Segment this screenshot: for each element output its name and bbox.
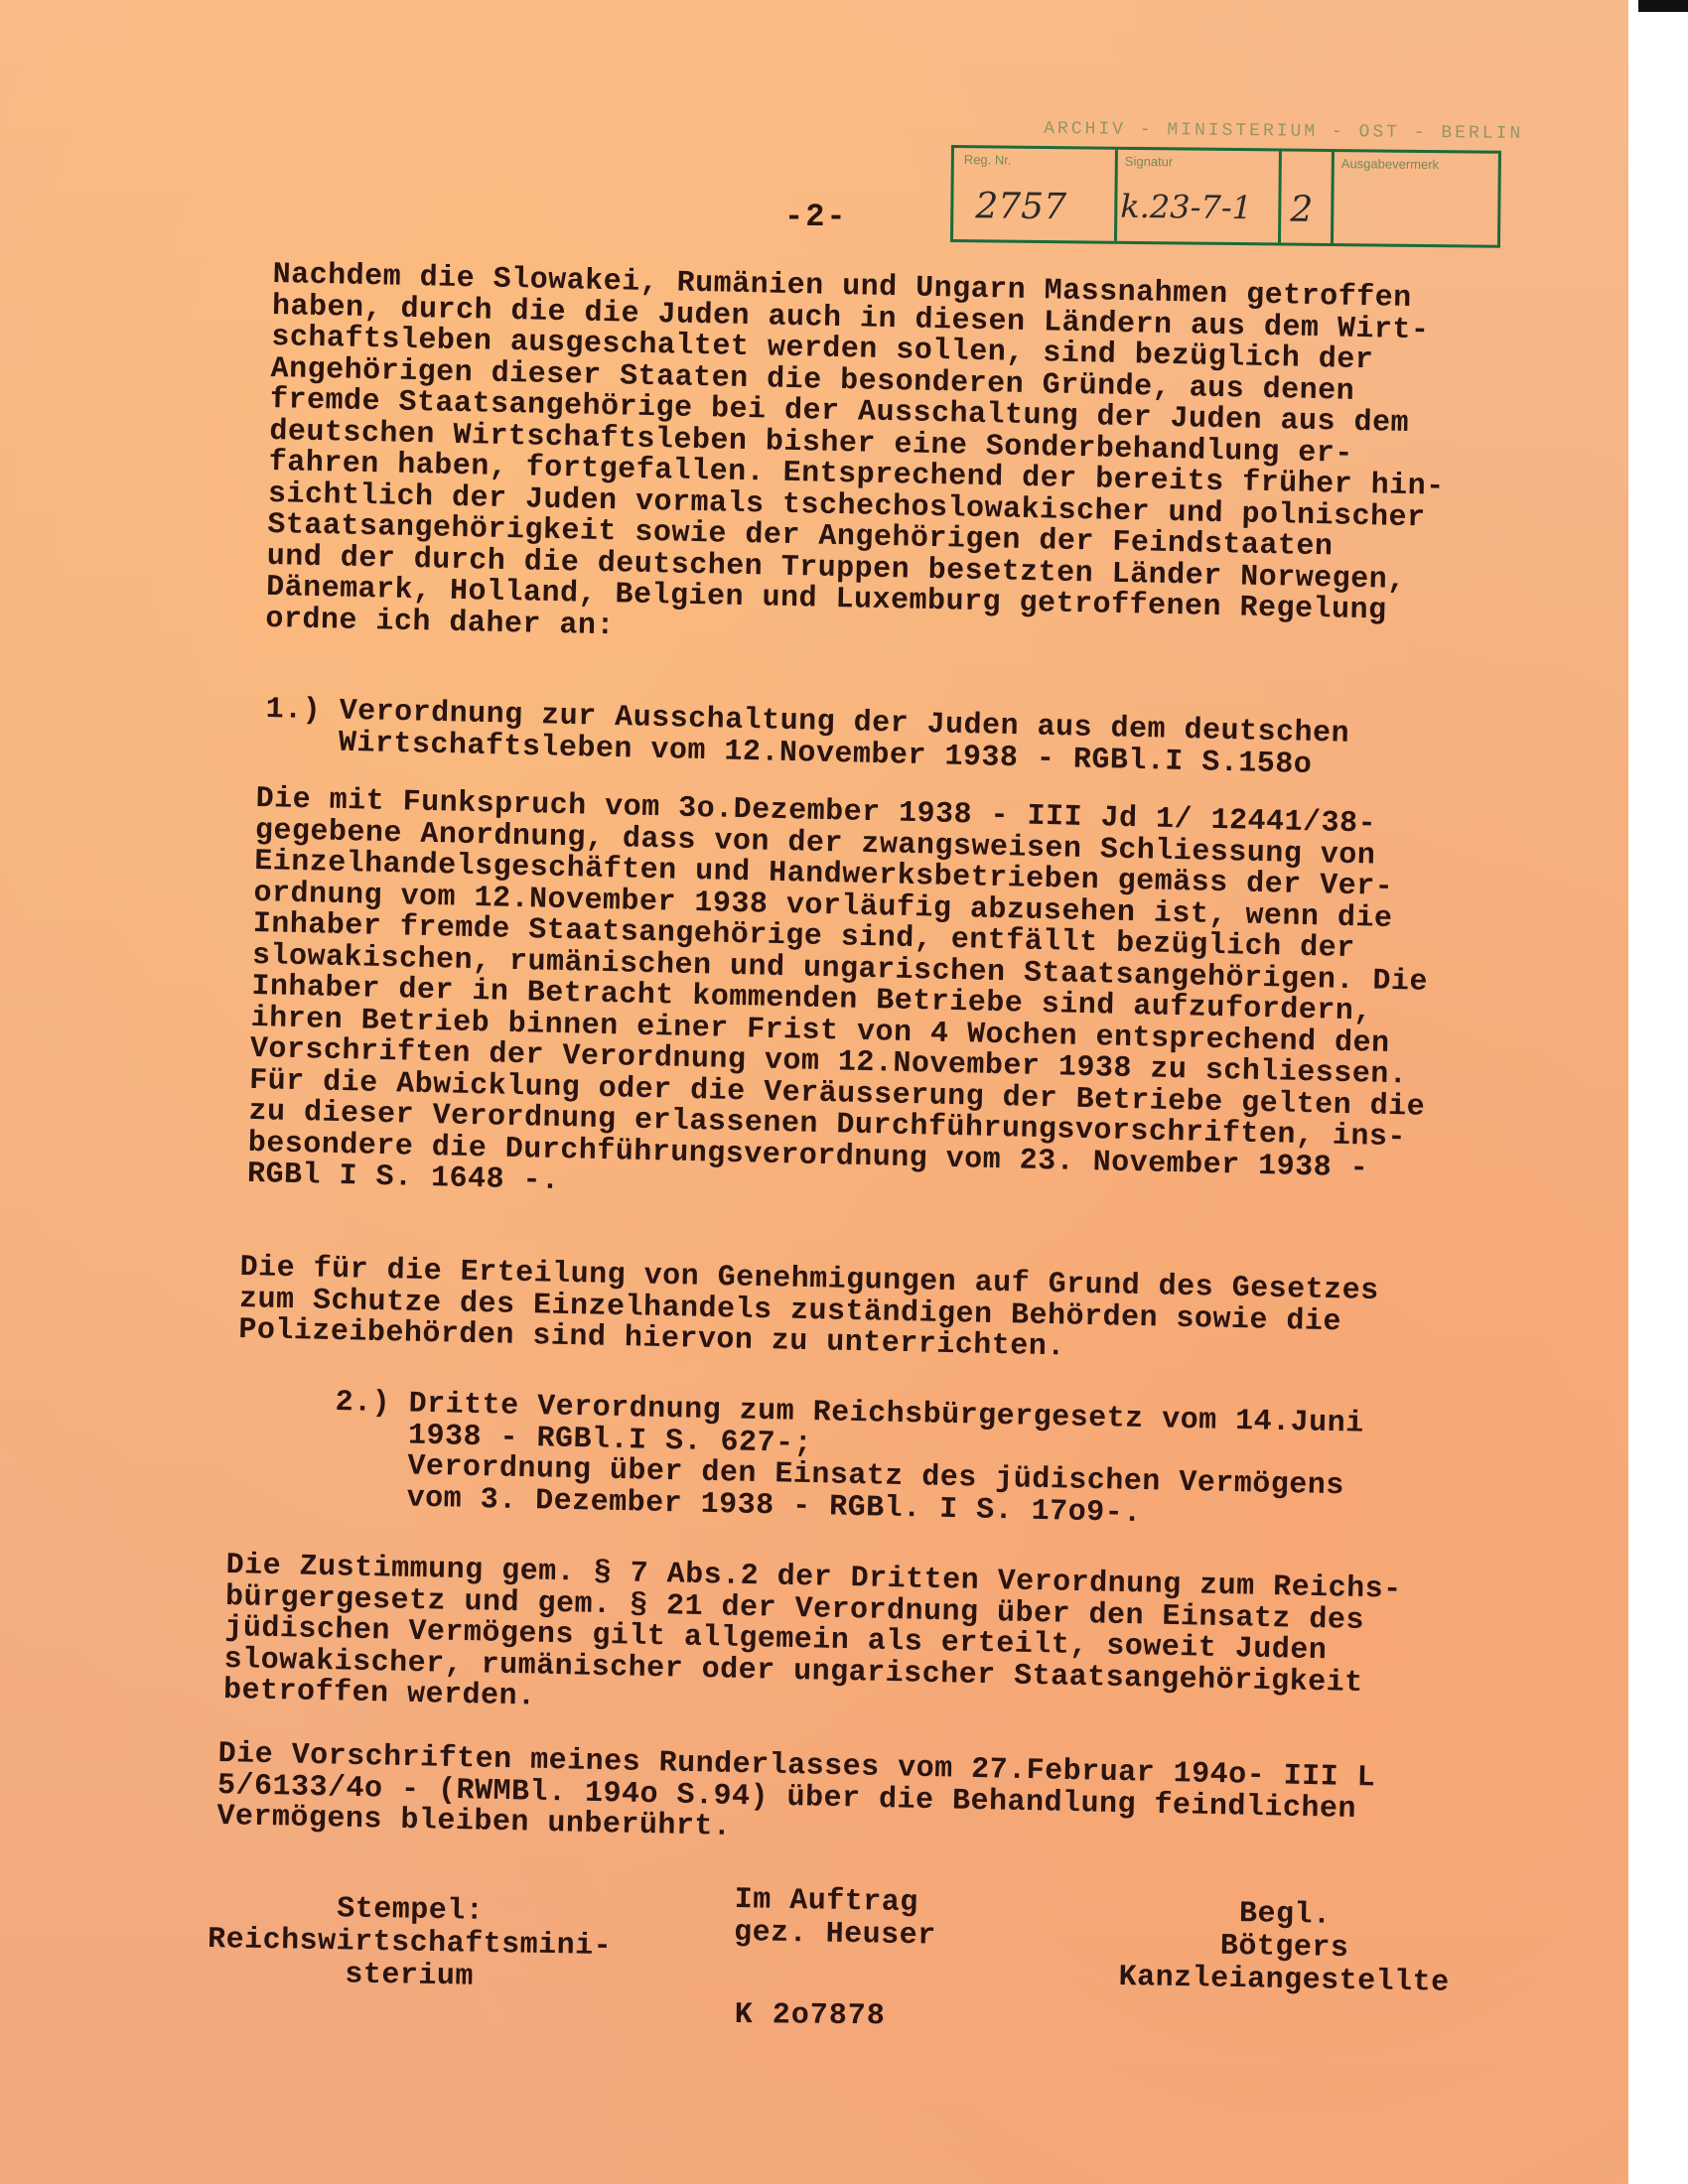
archive-stamp-cell-sheet	[1278, 151, 1335, 243]
archive-stamp-cell-issue	[1331, 152, 1495, 245]
archive-stamp-header: ARCHIV - MINISTERIUM - OST - BERLIN	[1044, 118, 1524, 145]
section-2-paragraph: Die Zustimmung gem. § 7 Abs.2 der Dritten Verordnung zum Reichs- bürgergesetz und gem. § 21 der Verordnung über den Einsatz des jüdischen Vermögens gilt allgemein als erteilt, soweit Juden slowakischer, rumänischer oder ungarischer Staatsangehörigkeit betroffen werden.	[222, 1549, 1402, 1714]
stamp-label-signature: Signatur	[1124, 153, 1174, 170]
stamp-label-issue: Ausgabevermerk	[1340, 156, 1440, 173]
signature-certification-block: Begl. Bötgers Kanzleiangestellte	[1118, 1897, 1450, 2000]
section-1-note: Die für die Erteilung von Genehmigungen auf Grund des Gesetzes zum Schutze des Einzelhandels zuständigen Behörden sowie die Polizeibehörden sind hiervon zu unterrichten.	[238, 1251, 1379, 1365]
section-1-paragraph: Die mit Funkspruch vom 3o.Dezember 1938 - III Jd 1/ 12441/38- gegebene Anordnung, dass von der zwangsweisen Schliessung von Einzelhandelsgeschäften und Handwerksbetrieben gemäss der Ver- ordnung vom 12.November 1938 vorläufig abzusehen ist, wenn die Inhaber fremde Staatsangehörige sind, entfällt bezüglich der slowakischen, rumänischen und ungarischen Staatsangehörigen. Die Inhaber der in Betracht kommenden Betriebe sind aufzufordern, ihren Betrieb binnen einer Frist von 4 Wochen entsprechend den Vorschriften der Verordnung vom 12.November 1938 zu schliessen. Für die Abwicklung oder die Veräusserung der Betriebe gelten die zu dieser Verordnung erlassenen Durchführungsvorschriften, ins- besondere die Durchführungsverordnung vom 23. November 1938 - RGBl I S. 1648 -.	[246, 782, 1429, 1199]
archive-stamp-cell-signature	[1114, 150, 1282, 243]
signature-auftrag-block: Im Auftrag gez. Heuser	[733, 1883, 936, 1954]
archive-stamp	[950, 118, 1524, 248]
archive-stamp-cell-registration	[953, 148, 1118, 241]
stamp-entry-registration-number: 2757	[975, 186, 1067, 228]
section-1-heading: 1.) Verordnung zur Ausschaltung der Juden aus dem deutschen Wirtschaftsleben vom 12.November 1938 - RGBl.I S.158o	[264, 693, 1350, 782]
stamp-label-registration: Reg. Nr.	[963, 152, 1012, 168]
intro-paragraph: Nachdem die Slowakei, Rumänien und Ungarn Massnahmen getroffen haben, durch die die Juden auch in diesen Ländern aus dem Wirt- schaftsleben ausgeschaltet werden sollen, sind bezüglich der Angehörigen dieser Staaten die besonderen Gründe, aus denen fremde Staatsangehörige bei der Ausschaltung der Juden aus dem deutschen Wirtschaftsleben bisher eine Sonderbehandlung er- fahren haben, fortgefallen. Entsprechend der bereits früher hin- sichtlich der Juden vormals tschechoslowakischer und polnischer Staatsangehörigkeit sowie der Angehörigen der Feindstaaten und der durch die deutschen Truppen besetzten Länder Norwegen, Dänemark, Holland, Belgien und Luxemburg getroffenen Regelung ordne ich daher an:	[265, 258, 1446, 643]
section-2-heading: 2.) Dritte Verordnung zum Reichsbürgergesetz vom 14.Juni 1938 - RGBl.I S. 627-; Verordnung über den Einsatz des jüdischen Vermögens vom 3. Dezember 1938 - RGBl. I S. 17o9-.	[333, 1386, 1364, 1531]
closing-paragraph: Die Vorschriften meines Runderlasses vom 27.Februar 194o- III L 5/6133/4o - (RWMBl. 194o S.94) über die Behandlung feindlichen Vermögens bleiben unberührt.	[216, 1737, 1376, 1844]
signature-stamp-block: Stempel: Reichswirtschaftsmini- sterium	[207, 1892, 613, 1994]
page-number: -2-	[784, 199, 848, 235]
scan-margin	[1628, 0, 1688, 2184]
stamp-entry-sheet-number: 2	[1290, 189, 1314, 230]
stamp-entry-signature-code: k.23-7-1	[1120, 187, 1253, 227]
scan-corner-mark	[1638, 0, 1688, 12]
file-number: K 2o7878	[734, 1998, 887, 2034]
